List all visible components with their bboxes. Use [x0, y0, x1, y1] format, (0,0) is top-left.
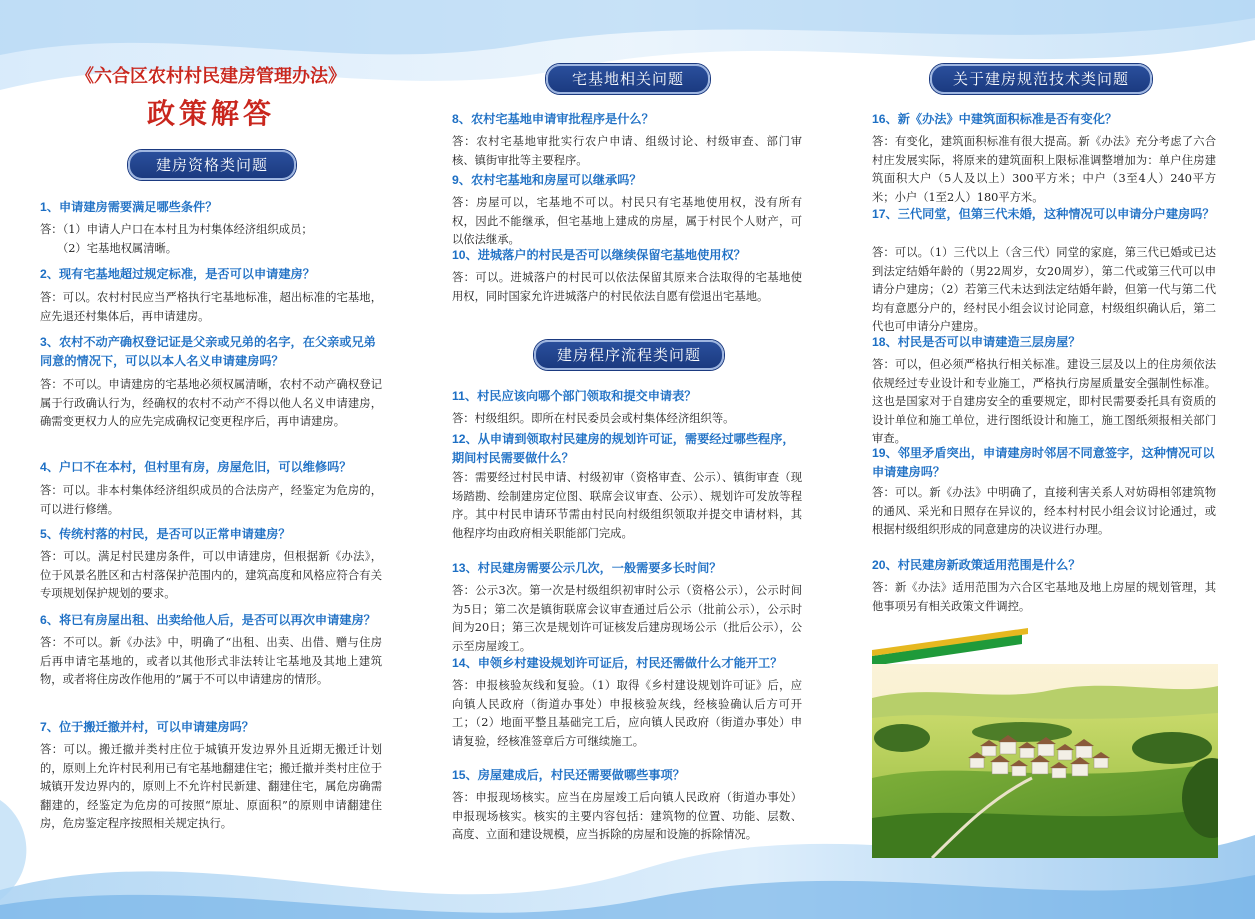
answer-8: 答：农村宅基地审批实行农户申请、组级讨论、村级审查、部门审核、镇街审批等主要程序。	[452, 135, 802, 167]
page-subtitle: 政策解答	[146, 97, 275, 130]
answer-18: 答：可以，但必须严格执行相关标准。建设三层及以上的住房须依法依规经过专业设计和专业施工，严格执行房屋质量安全强制性标准。这也是国家对于自建房安全的重要规定，即村民需要委托具有资质的设计单位和施工单位，进行图纸设计和施工，施工图纸须报相关部门审查。	[872, 358, 1216, 445]
question-6: 6、将已有房屋出租、出卖给他人后，是否可以再次申请建房？	[40, 613, 376, 627]
answer-19: 答：可以。新《办法》中明确了，直接利害关系人对妨碍相邻建筑物的通风、采光和日照存在异议的，经本村村民小组会议讨论通过，或根据村级组织形成的同意建房的决议进行办理。	[872, 486, 1216, 536]
answer-1: 答：（1）申请人户口在本村且为村集体经济组织成员； （2）宅基地权属清晰。	[40, 223, 313, 255]
question-16: 16、新《办法》中建筑面积标准是否有变化？	[872, 112, 1118, 126]
section-label-homestead: 宅基地相关问题	[546, 64, 710, 94]
answer-15: 答：申报现场核实。应当在房屋竣工后向镇人民政府（街道办事处）申报现场核实。核实的主要内容包括：建筑物的位置、功能、层数、高度、立面和建设规模，应当拆除的房屋和设施的拆除情况。	[452, 791, 802, 841]
question-11: 11、村民应该向哪个部门领取和提交申请表？	[452, 389, 697, 403]
question-4: 4、户口不在本村，但村里有房，房屋危旧，可以维修吗？	[40, 460, 352, 474]
answer-20: 答：新《办法》适用范围为六合区宅基地及地上房屋的规划管理，其他事项另有相关政策文件调控。	[872, 581, 1216, 613]
answer-12: 答：需要经过村民申请、村级初审（资格审查、公示）、镇街审查（现场踏勘、绘制建房定位图、联席会议审查、公示）、规划许可发放等程序。其中村民申请环节需由村民向村级组织领取并提交申请材料，其他程序均由政府相关职能部门完成。	[452, 471, 802, 540]
question-8: 8、农村宅基地申请审批程序是什么？	[452, 112, 654, 126]
question-3: 3、农村不动产确权登记证是父亲或兄弟的名字，在父亲或兄弟同意的情况下，可以以本人名义申请建房吗？	[40, 335, 376, 368]
question-15: 15、房屋建成后，村民还需要做哪些事项？	[452, 768, 685, 782]
section-label-eligibility: 建房资格类问题	[128, 150, 296, 180]
question-14: 14、申领乡村建设规划许可证后，村民还需做什么才能开工？	[452, 656, 783, 670]
answer-16: 答：有变化，建筑面积标准有很大提高。新《办法》充分考虑了六合村庄发展实际，将原来的建筑面积上限标准调整增加为：单户住房建筑面积大户（5人及以上）300平方米；中户（3至4人）240平方米；小户（1至2人）180平方米。	[872, 135, 1216, 204]
question-2: 2、现有宅基地超过规定标准，是否可以申请建房？	[40, 267, 315, 281]
answer-2: 答：可以。农村村民应当严格执行宅基地标准，超出标准的宅基地，应先退还村集体后，再申请建房。	[40, 291, 382, 323]
question-17: 17、三代同堂，但第三代未婚，这种情况可以申请分户建房吗？	[872, 207, 1215, 221]
question-5: 5、传统村落的村民，是否可以正常申请建房？	[40, 527, 291, 541]
answer-14: 答：申报核验灰线和复验。（1）取得《乡村建设规划许可证》后，应向镇人民政府（街道办事处）申报核验灰线，经核验确认后方可开工；（2）地面平整且基础完工后，应向镇人民政府（街道办事处）申请复验，经核准签章后方可继续施工。	[452, 679, 802, 748]
question-7: 7、位于搬迁撤并村，可以申请建房吗？	[40, 720, 254, 734]
answer-17: 答：可以。（1）三代以上（含三代）同堂的家庭，第三代已婚或已达到法定结婚年龄的（男22周岁，女20周岁），第二代或第三代可以申请分户建房；（2）若第三代未达到法定结婚年龄，但第一代与第二代均有意愿分户的，经村民小组会议讨论同意，村级组织确认后，第二代也可申请分户建房。	[872, 246, 1216, 333]
answer-3: 答：不可以。申请建房的宅基地必须权属清晰，农村不动产确权登记属于行政确认行为，经确权的农村不动产不得以他人名义申请建房，确需变更权力人的应先完成确权记变更程序后，再申请建房。	[40, 378, 382, 428]
question-20: 20、村民建房新政策适用范围是什么？	[872, 558, 1081, 572]
village-farmland-photo	[872, 628, 1218, 858]
answer-5: 答：可以。满足村民建房条件，可以申请建房，但根据新《办法》，位于风景名胜区和古村落保护范围内的，建筑高度和风格应符合有关专项规划保护规划的要求。	[40, 550, 382, 600]
answer-4: 答：可以。非本村集体经济组织成员的合法房产，经鉴定为危房的，可以进行修缮。	[40, 484, 382, 516]
section-label-technical: 关于建房规范技术类问题	[930, 64, 1152, 94]
question-19: 19、邻里矛盾突出，申请建房时邻居不同意签字，这种情况可以申请建房吗？	[872, 446, 1215, 479]
question-18: 18、村民是否可以申请建造三层房屋？	[872, 335, 1081, 349]
answer-11: 答：村级组织。即所在村民委员会或村集体经济组织等。	[452, 412, 735, 425]
question-13: 13、村民建房需要公示几次，一般需要多长时间？	[452, 561, 722, 575]
page-title: 《六合区农村村民建房管理办法》	[76, 66, 346, 87]
answer-13: 答：公示3次。第一次是村级组织初审时公示（资格公示），公示时间为5日；第二次是镇街联席会议审查通过后公示（批前公示），公示时间为20日；第三次是规划许可证核发后建房现场公示（批后公示），公示至房屋竣工。	[452, 584, 802, 653]
section-label-procedure: 建房程序流程类问题	[534, 340, 724, 370]
question-9: 9、农村宅基地和房屋可以继承吗？	[452, 173, 642, 187]
answer-7: 答：可以。搬迁撤并类村庄位于城镇开发边界外且近期无搬迁计划的，原则上允许村民利用已有宅基地翻建住宅；搬迁撤并类村庄位于城镇开发边界内的，原则上不允许村民新建、翻建住宅，属危房确需翻建的，经鉴定为危房的可按照“原址、原面积”的原则申请翻建住房，危房鉴定程序按照相关规定执行。	[40, 743, 382, 830]
answer-6: 答：不可以。新《办法》中，明确了“出租、出卖、出借、赠与住房后再申请宅基地的，或者以其他形式非法转让宅基地及其地上建筑物，或者将住房改作他用的”属于不可以申请建房的情形。	[40, 636, 382, 686]
answer-10: 答：可以。进城落户的村民可以依法保留其原来合法取得的宅基地使用权，同时国家允许进城落户的村民依法自愿有偿退出宅基地。	[452, 271, 802, 303]
question-10: 10、进城落户的村民是否可以继续保留宅基地使用权？	[452, 248, 746, 262]
question-12: 12、从申请到领取村民建房的规划许可证，需要经过哪些程序，期间村民需要做什么？	[452, 432, 795, 465]
question-1: 1、申请建房需要满足哪些条件？	[40, 200, 218, 214]
answer-9: 答：房屋可以，宅基地不可以。村民只有宅基地使用权，没有所有权，因此不能继承，但宅基地上建成的房屋，属于村民个人财产，可以依法继承。	[452, 196, 802, 246]
